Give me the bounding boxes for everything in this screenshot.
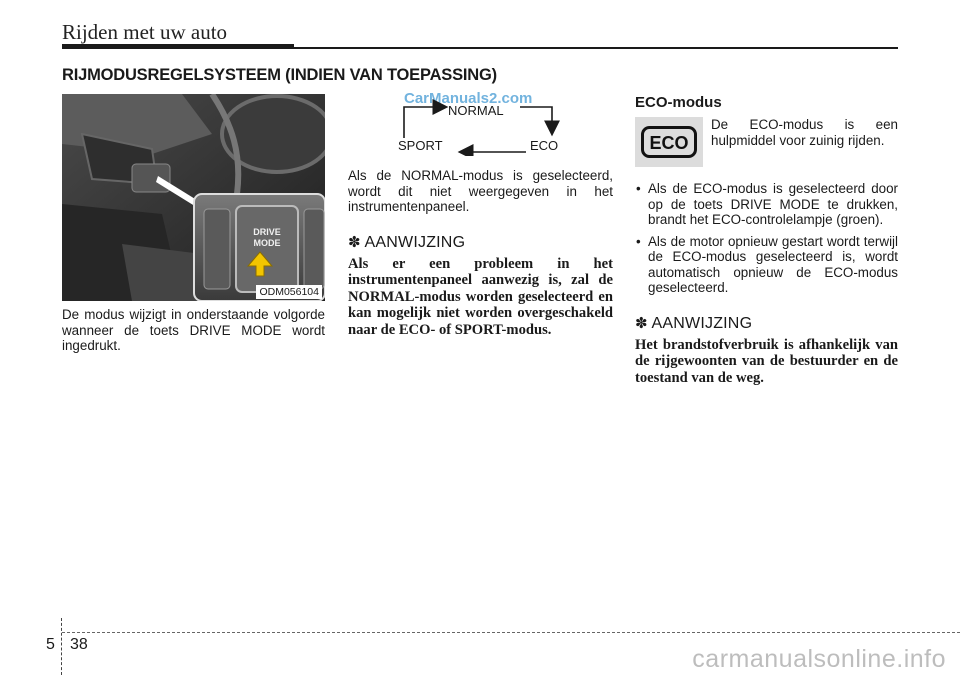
drive-mode-button-label-1: DRIVE <box>253 227 281 237</box>
eco-indicator-icon <box>635 117 703 167</box>
eco-mode-title: ECO-modus <box>635 94 722 111</box>
note-body-eco: Het brandstofverbruik is afhankelijk van de rijgewoonten van de bestuurder en de toestand van de weg. <box>635 336 898 386</box>
eco-bullets <box>635 181 898 296</box>
list-item: • Als de motor opnieuw gestart wordt terwijl de ECO-modus geselecteerd is, wordt automatisch opnieuw de ECO-modus geselecteerd. <box>635 234 898 296</box>
eco-icon-text: ECO <box>649 133 689 153</box>
header-rule-thin <box>294 47 898 49</box>
note-title-eco: AANWIJZING <box>651 314 753 332</box>
mode-label-sport: SPORT <box>398 138 443 153</box>
photo-caption: ODM056104 <box>256 285 322 299</box>
mode-label-normal: NORMAL <box>448 103 504 118</box>
note-title: AANWIJZING <box>364 233 466 251</box>
watermark-top: CarManuals2.com <box>404 90 533 107</box>
column-middle <box>348 94 613 338</box>
mode-cycle-diagram <box>348 94 613 156</box>
note-body: Als er een probleem in het instrumentenpaneel aanwezig is, zal de NORMAL-modus worden geselecteerd en kan mogelijk niet worden overgeschakeld naar de ECO- of SPORT-modus. <box>348 255 613 338</box>
note-star-icon: ✽ <box>348 233 361 251</box>
dashboard-illustration-icon <box>62 94 325 301</box>
normal-mode-description: Als de NORMAL-modus is geselecteerd, wordt dit niet weergegeven in het instrumentenpaneel. <box>348 168 613 214</box>
note-heading-eco <box>635 314 898 333</box>
drive-mode-button-label-2: MODE <box>253 238 281 248</box>
page-number: 38 <box>70 636 88 653</box>
footer-watermark: carmanualsonline.info <box>692 645 946 673</box>
eco-indicator-row <box>635 117 898 167</box>
note-heading <box>348 233 613 252</box>
footer-rule <box>62 632 960 633</box>
note-star-icon: ✽ <box>635 314 648 332</box>
header-rule-thick <box>62 44 294 49</box>
section-title: RIJMODUSREGELSYSTEEM (INDIEN VAN TOEPASSING) <box>62 66 497 84</box>
list-item: • Als de ECO-modus is geselecteerd door op de toets DRIVE MODE te drukken, brandt het ECO-controlelampje (groen). <box>635 181 898 228</box>
header-title: Rijden met uw auto <box>62 20 228 44</box>
page-number-divider <box>61 618 62 675</box>
drive-mode-description: De modus wijzigt in onderstaande volgorde wanneer de toets DRIVE MODE wordt ingedrukt. <box>62 307 325 353</box>
column-left <box>62 94 325 354</box>
column-right <box>635 94 898 386</box>
eco-mode-description: De ECO-modus is een hulpmiddel voor zuinig rijden. <box>711 117 898 148</box>
mode-label-eco: ECO <box>530 138 559 153</box>
dashboard-photo <box>62 94 325 301</box>
section-number: 5 <box>46 636 55 653</box>
